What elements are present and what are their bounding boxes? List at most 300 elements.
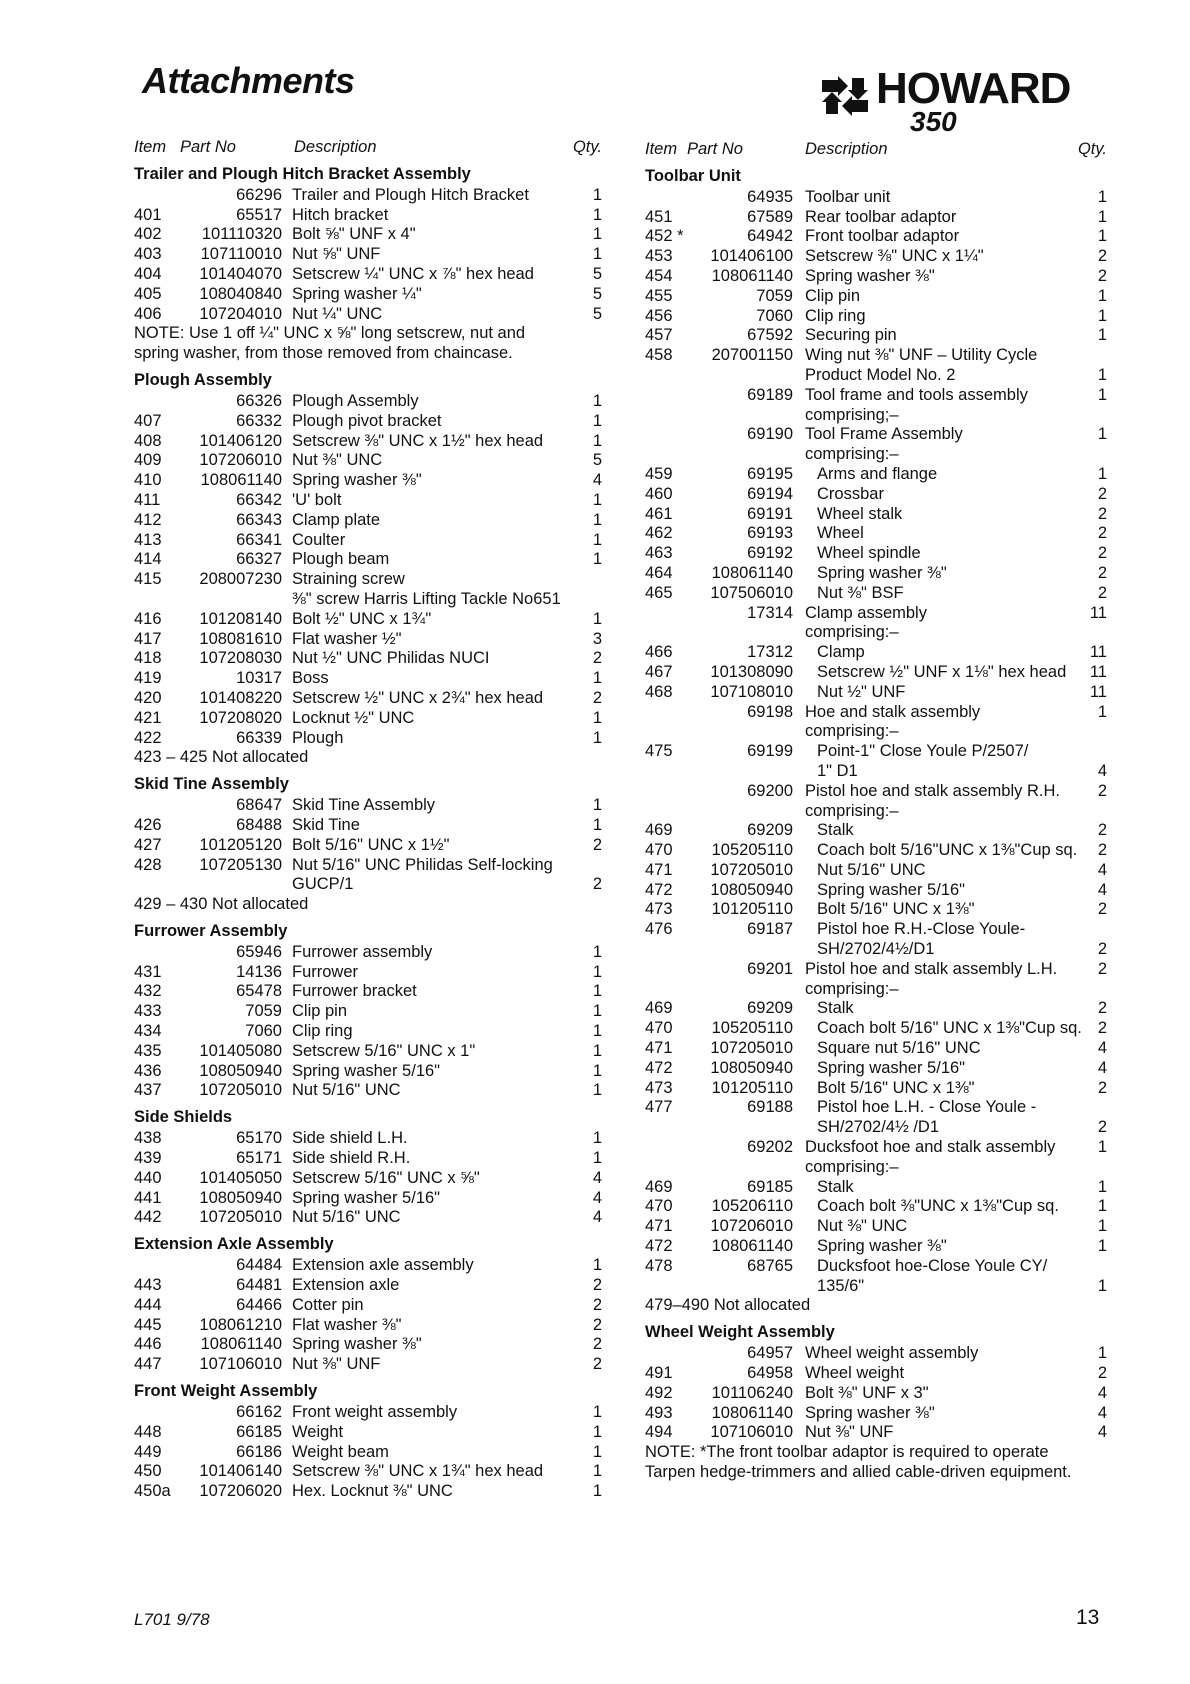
item-number: 471: [645, 1039, 673, 1058]
part-row: [645, 703, 1107, 723]
quantity: 1: [592, 1442, 602, 1461]
part-description: Bolt ⅝" UNF x 4": [292, 225, 416, 244]
part-row: [134, 729, 602, 749]
part-row: [645, 505, 1107, 525]
part-number: 101406100: [710, 247, 793, 266]
part-description: Skid Tine: [292, 815, 360, 834]
part-description: Furrower: [292, 962, 359, 981]
quantity: 1: [592, 391, 602, 410]
part-row: [645, 722, 1107, 742]
part-number: 69189: [747, 385, 793, 404]
part-number: 66343: [236, 510, 282, 529]
quantity: 1: [1097, 702, 1107, 721]
part-row: [645, 406, 1107, 426]
part-description: Nut 5/16" UNC: [292, 1081, 401, 1100]
quantity: 2: [592, 1355, 602, 1374]
part-number: 101205110: [711, 900, 793, 919]
part-description: Clamp plate: [292, 510, 381, 529]
item-number: 446: [134, 1335, 162, 1354]
part-row: [134, 432, 602, 452]
part-number: 69194: [747, 484, 793, 503]
quantity: 3: [592, 629, 602, 648]
item-number: 441: [134, 1188, 162, 1207]
part-row: [134, 630, 602, 650]
part-description: Pistol hoe R.H.-Close Youle-: [817, 920, 1026, 939]
part-row: [134, 689, 602, 709]
quantity: 1: [592, 1482, 602, 1501]
part-row: [645, 346, 1107, 366]
part-number: 69199: [747, 742, 793, 761]
part-description: Setscrew 5/16" UNC x ⅝": [292, 1168, 480, 1187]
section-note: 423 – 425 Not allocated: [134, 748, 309, 767]
quantity: 4: [1097, 1039, 1107, 1058]
part-description: comprising:–: [805, 445, 899, 464]
part-row: [645, 326, 1107, 346]
quantity: 4: [592, 471, 602, 490]
part-description: Coulter: [292, 530, 346, 549]
part-row: [134, 265, 602, 285]
item-number: 445: [134, 1315, 162, 1334]
item-number: 460: [645, 484, 673, 503]
quantity: 5: [592, 284, 602, 303]
part-number: 107205010: [199, 1081, 282, 1100]
part-row: [134, 1002, 602, 1022]
part-row: [645, 544, 1107, 564]
quantity: 2: [1097, 1364, 1107, 1383]
part-row: [134, 1256, 602, 1276]
part-row: [134, 982, 602, 1002]
part-description: Spring washer 5/16": [817, 1058, 966, 1077]
part-number: 107106010: [199, 1355, 282, 1374]
item-number: 476: [645, 920, 673, 939]
part-row: [134, 1403, 602, 1423]
item-number: 468: [645, 682, 673, 701]
part-description: Product Model No. 2: [805, 365, 956, 384]
part-number: 64481: [236, 1276, 282, 1295]
part-row: [645, 802, 1107, 822]
part-description: Side shield R.H.: [292, 1149, 411, 1168]
part-description: Setscrew 5/16" UNC x 1": [292, 1041, 476, 1060]
part-number: 65170: [236, 1129, 282, 1148]
part-row: [645, 999, 1107, 1019]
part-number: 101205120: [199, 835, 282, 854]
part-description: Spring washer ⅜": [817, 1237, 947, 1256]
part-row: [134, 570, 602, 590]
part-description: 1" D1: [817, 761, 858, 780]
part-row: [645, 564, 1107, 584]
item-number: 472: [645, 1237, 673, 1256]
part-description: Weight beam: [292, 1442, 389, 1461]
part-description: Rear toolbar adaptor: [805, 207, 957, 226]
part-row: [645, 425, 1107, 445]
item-number: 440: [134, 1168, 162, 1187]
item-number: 469: [645, 999, 673, 1018]
item-number: 448: [134, 1422, 162, 1441]
item-number: 471: [645, 1217, 673, 1236]
part-number: 66296: [236, 185, 282, 204]
part-description: Locknut ½" UNC: [292, 708, 415, 727]
quantity: 2: [1097, 1078, 1107, 1097]
item-number: 410: [134, 471, 162, 490]
part-row: [645, 1404, 1107, 1424]
part-row: [645, 445, 1107, 465]
quantity: 4: [1097, 1383, 1107, 1402]
part-number: 101404070: [199, 264, 282, 283]
part-row: [134, 1443, 602, 1463]
item-number: 465: [645, 583, 673, 602]
header-part-no: Part No: [180, 138, 236, 156]
item-number: 421: [134, 708, 162, 727]
part-number: 69202: [747, 1138, 793, 1157]
part-description: Spring washer 5/16": [292, 1061, 441, 1080]
part-number: 101106240: [711, 1383, 793, 1402]
part-description: Wheel weight: [805, 1364, 905, 1383]
part-number: 107205010: [199, 1208, 282, 1227]
part-row: [134, 1149, 602, 1169]
part-number: 108050940: [199, 1188, 282, 1207]
part-number: 65171: [236, 1149, 282, 1168]
quantity: 1: [592, 708, 602, 727]
part-row: [645, 465, 1107, 485]
section-note: 479–490 Not allocated: [645, 1296, 811, 1315]
part-number: 108061140: [711, 563, 793, 582]
item-number: 456: [645, 306, 673, 325]
part-description: Stalk: [817, 1177, 854, 1196]
item-number: 466: [645, 643, 673, 662]
part-row: [134, 1423, 602, 1443]
part-number: 64957: [747, 1344, 793, 1363]
quantity: 1: [592, 411, 602, 430]
item-number: 469: [645, 821, 673, 840]
item-number: 467: [645, 662, 673, 681]
header-description: Description: [294, 138, 377, 156]
part-number: 108061140: [200, 1335, 282, 1354]
part-number: 101308090: [710, 662, 793, 681]
part-number: 69192: [747, 544, 793, 563]
brand-name: HOWARD: [876, 64, 1071, 113]
quantity: 2: [1097, 504, 1107, 523]
quantity: 2: [1097, 821, 1107, 840]
part-description: Coach bolt ⅜"UNC x 1⅜"Cup sq.: [817, 1197, 1059, 1216]
item-number: 493: [645, 1403, 673, 1422]
part-number: 69191: [747, 504, 793, 523]
part-row: [134, 225, 602, 245]
item-number: 405: [134, 284, 162, 303]
part-row: [645, 643, 1107, 663]
part-number: 207001150: [711, 346, 793, 365]
quantity: 2: [1097, 1019, 1107, 1038]
part-description: Extension axle: [292, 1276, 400, 1295]
part-description: SH/2702/4½ /D1: [817, 1118, 939, 1137]
quantity: 1: [592, 1041, 602, 1060]
part-number: 67589: [747, 207, 793, 226]
part-number: 101110320: [201, 225, 282, 244]
quantity: 1: [1097, 1217, 1107, 1236]
quantity: 4: [1097, 761, 1107, 780]
part-number: 68765: [747, 1256, 793, 1275]
item-number: 475: [645, 742, 673, 761]
part-number: 101408220: [199, 688, 282, 707]
quantity: 1: [1097, 464, 1107, 483]
part-row: [134, 1129, 602, 1149]
part-number: 107205130: [199, 855, 282, 874]
part-description: comprising:–: [805, 801, 899, 820]
part-row: [134, 392, 602, 412]
quantity: 2: [1097, 544, 1107, 563]
part-description: Clip ring: [805, 306, 866, 325]
part-row: [134, 1081, 602, 1101]
part-description: Spring washer ¼": [292, 284, 422, 303]
quantity: 1: [1097, 425, 1107, 444]
part-row: [645, 1039, 1107, 1059]
item-number: 452 *: [645, 227, 684, 246]
part-row: [645, 1364, 1107, 1384]
part-row: [645, 623, 1107, 643]
part-row: [134, 590, 602, 610]
part-description: Plough beam: [292, 550, 390, 569]
part-number: 107108010: [710, 682, 793, 701]
quantity: 2: [1097, 959, 1107, 978]
quantity: 4: [592, 1188, 602, 1207]
part-row: [645, 663, 1107, 683]
part-number: 69188: [747, 1098, 793, 1117]
part-description: Tool Frame Assembly: [805, 425, 963, 444]
part-row: [645, 267, 1107, 287]
section-note: Tarpen hedge-trimmers and allied cable-driven equipment.: [645, 1463, 1072, 1481]
part-row: [645, 782, 1107, 802]
part-row: [645, 742, 1107, 762]
quantity: 1: [592, 205, 602, 224]
item-number: 439: [134, 1149, 162, 1168]
part-row: [645, 900, 1107, 920]
item-number: 473: [645, 1078, 673, 1097]
quantity: 2: [1097, 247, 1107, 266]
quantity: 1: [1097, 1197, 1107, 1216]
part-number: 17314: [747, 603, 793, 622]
part-number: 66339: [236, 728, 282, 747]
part-number: 107106010: [710, 1423, 793, 1442]
part-number: 107205010: [710, 860, 793, 879]
item-number: 414: [134, 550, 162, 569]
column-header: [645, 140, 1107, 160]
part-number: 108050940: [199, 1061, 282, 1080]
howard-logo: [818, 64, 1118, 140]
part-row: [134, 1355, 602, 1375]
item-number: 472: [645, 1058, 673, 1077]
part-number: 108061210: [199, 1315, 282, 1334]
part-row: [134, 1276, 602, 1296]
quantity: 4: [1097, 1403, 1107, 1422]
part-description: Hex. Locknut ⅜" UNC: [292, 1482, 453, 1501]
part-row: [134, 669, 602, 689]
part-row: [645, 861, 1107, 881]
part-description: Nut ⅜" UNF: [292, 1355, 381, 1374]
quantity: 4: [592, 1208, 602, 1227]
item-number: 407: [134, 411, 162, 430]
part-number: 101405050: [199, 1168, 282, 1187]
part-row: [645, 1178, 1107, 1198]
part-row: [645, 1019, 1107, 1039]
part-number: 10317: [236, 669, 282, 688]
item-number: 447: [134, 1355, 162, 1374]
quantity: 1: [592, 796, 602, 815]
quantity: 1: [1097, 385, 1107, 404]
part-row: [645, 524, 1107, 544]
item-number: 458: [645, 346, 673, 365]
part-row: [134, 1042, 602, 1062]
part-number: 107208030: [199, 649, 282, 668]
part-row: [134, 1169, 602, 1189]
part-description: Spring washer ⅜": [292, 471, 422, 490]
part-number: 101205110: [711, 1078, 793, 1097]
part-description: Spring washer ⅜": [805, 1403, 935, 1422]
part-row: [645, 1118, 1107, 1138]
quantity: 1: [1097, 1138, 1107, 1157]
part-number: 66341: [236, 530, 282, 549]
part-description: Flat washer ⅜": [292, 1315, 402, 1334]
part-number: 65946: [236, 942, 282, 961]
part-number: 208007230: [199, 570, 282, 589]
section-note: spring washer, from those removed from chaincase.: [134, 344, 513, 363]
part-description: Boss: [292, 669, 329, 688]
quantity: 1: [592, 1081, 602, 1100]
part-description: comprising:–: [805, 979, 899, 998]
quantity: 11: [1089, 643, 1107, 662]
part-description: Spring washer ⅜": [817, 563, 947, 582]
assembly-bracket-lines: [645, 140, 705, 1483]
part-number: 69209: [747, 999, 793, 1018]
part-number: 68488: [236, 815, 282, 834]
part-number: 107204010: [199, 304, 282, 323]
header-qty: Qty.: [572, 138, 602, 156]
part-number: 101405080: [199, 1041, 282, 1060]
quantity: 11: [1089, 662, 1107, 681]
item-number: 426: [134, 815, 162, 834]
item-number: 491: [645, 1364, 673, 1383]
part-row: [645, 1079, 1107, 1099]
part-row: [645, 1257, 1107, 1277]
item-number: 464: [645, 563, 673, 582]
item-number: 404: [134, 264, 162, 283]
crossed-arrows-icon: [818, 74, 872, 118]
part-description: Side shield L.H.: [292, 1129, 408, 1148]
quantity: 2: [592, 1315, 602, 1334]
part-description: Bolt ½" UNC x 1¾": [292, 609, 432, 628]
item-number: 442: [134, 1208, 162, 1227]
part-row: [645, 386, 1107, 406]
item-number: 459: [645, 464, 673, 483]
item-number: 401: [134, 205, 162, 224]
item-number: 451: [645, 207, 673, 226]
part-number: 108050940: [710, 880, 793, 899]
part-description: Nut ⅜" UNC: [292, 451, 383, 470]
part-description: ⅜" screw Harris Lifting Tackle No651: [292, 589, 561, 608]
quantity: 2: [1097, 841, 1107, 860]
part-number: 64466: [236, 1295, 282, 1314]
part-description: 135/6": [817, 1276, 865, 1295]
part-number: 66342: [236, 490, 282, 509]
part-description: Ducksfoot hoe and stalk assembly: [805, 1138, 1056, 1157]
part-row: [645, 366, 1107, 386]
page-number: 13: [1076, 1606, 1100, 1629]
item-number: 422: [134, 728, 162, 747]
part-row: [645, 584, 1107, 604]
part-description: Stalk: [817, 999, 854, 1018]
part-description: Spring washer 5/16": [292, 1188, 441, 1207]
item-number: 450: [134, 1462, 162, 1481]
part-number: 108050940: [710, 1058, 793, 1077]
quantity: 2: [592, 688, 602, 707]
part-description: comprising:–: [805, 623, 899, 642]
quantity: 1: [1097, 286, 1107, 305]
part-number: 66186: [236, 1442, 282, 1461]
part-row: [645, 920, 1107, 940]
item-number: 433: [134, 1002, 162, 1021]
quantity: 11: [1089, 603, 1107, 622]
item-number: 462: [645, 524, 673, 543]
part-number: 7060: [245, 1022, 282, 1041]
item-number: 406: [134, 304, 162, 323]
quantity: 1: [592, 1002, 602, 1021]
header-item: Item: [134, 138, 167, 156]
part-description: Spring washer ⅜": [805, 266, 935, 285]
part-number: 69209: [747, 821, 793, 840]
part-description: Setscrew ¼" UNC x ⅞" hex head: [292, 264, 534, 283]
part-description: Skid Tine Assembly: [292, 796, 436, 815]
part-description: Nut 5/16" UNC: [817, 860, 926, 879]
quantity: 2: [592, 835, 602, 854]
item-number: 428: [134, 855, 162, 874]
part-row: [645, 821, 1107, 841]
quantity: 1: [1097, 1344, 1107, 1363]
part-row: [645, 980, 1107, 1000]
quantity: 1: [592, 530, 602, 549]
part-row: [645, 485, 1107, 505]
part-row: [645, 940, 1107, 960]
item-number: 432: [134, 982, 162, 1001]
part-description: Nut ⅝" UNF: [292, 245, 381, 264]
part-number: 108040840: [199, 284, 282, 303]
item-number: 417: [134, 629, 162, 648]
part-row: [134, 856, 602, 876]
part-row: [134, 1316, 602, 1336]
part-row: [645, 307, 1107, 327]
quantity: 1: [1097, 326, 1107, 345]
part-number: 105205110: [711, 1019, 793, 1038]
section-note: NOTE: *The front toolbar adaptor is required to operate: [645, 1443, 1049, 1462]
part-number: 7059: [756, 286, 793, 305]
quantity: 1: [592, 225, 602, 244]
item-number: 472: [645, 880, 673, 899]
part-description: Plough: [292, 728, 344, 747]
quantity: 1: [1097, 1177, 1107, 1196]
part-description: Securing pin: [805, 326, 897, 345]
part-number: 105205110: [711, 841, 793, 860]
quantity: 1: [592, 609, 602, 628]
quantity: 1: [592, 1462, 602, 1481]
part-number: 69195: [747, 464, 793, 483]
part-description: Bolt 5/16" UNC x 1⅜": [817, 900, 975, 919]
section-title: Wheel Weight Assembly: [645, 1323, 835, 1342]
part-row: [134, 451, 602, 471]
part-description: 'U' bolt: [292, 490, 342, 509]
quantity: 4: [1097, 1058, 1107, 1077]
part-description: Square nut 5/16" UNC: [817, 1039, 981, 1058]
part-row: [134, 186, 602, 206]
quantity: 1: [592, 490, 602, 509]
quantity: 1: [1097, 1276, 1107, 1295]
part-description: Flat washer ½": [292, 629, 402, 648]
